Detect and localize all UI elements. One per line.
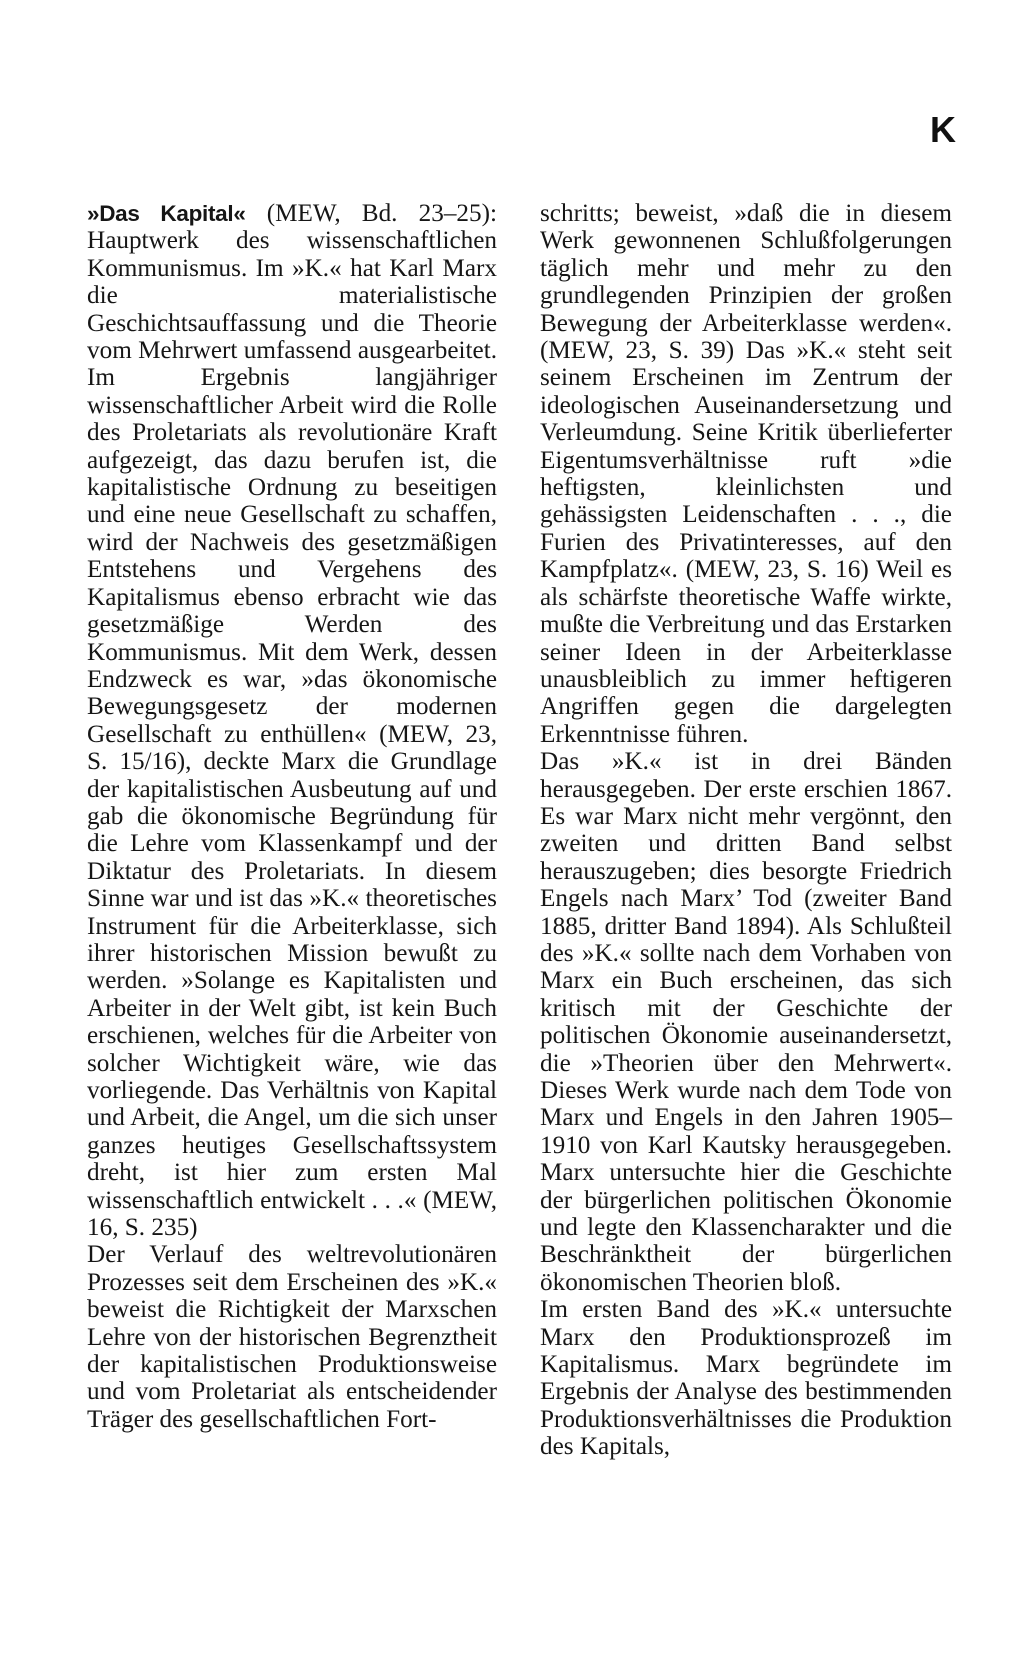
- entry-paragraph-4: Das »K.« ist in drei Bänden herausgegeben. Der erste erschien 1867. Es war Marx nicht mehr vergönnt, den zweiten und dritten Band selbst herauszugeben; dies besorgte Friedrich Engels nach Marx’ Tod (zweiter Band 1885, dritter Band 1894). Als Schlußteil des »K.« sollte nach dem Vorhaben von Marx ein Buch erscheinen, das sich kritisch mit der Geschichte der politischen Ökonomie auseinandersetzt, die »Theorien über den Mehrwert«. Dieses Werk wurde nach dem Tode von Marx und Engels in den Jahren 1905–1910 von Karl Kautsky herausgegeben. Marx untersuchte hier die Geschichte der bürgerlichen politischen Ökonomie und legte den Klassencharakter und die Beschränktheit der bürgerlichen ökonomischen Theorien bloß.: [540, 748, 952, 1296]
- left-column: [87, 200, 497, 1433]
- entry-headword: »Das Kapital«: [87, 201, 246, 226]
- entry-paragraph-5: Im ersten Band des »K.« untersuchte Marx den Produktionsprozeß im Kapitalismus. Marx begründete im Ergebnis der Analyse des bestimmenden Produktionsverhältnisses die Produktion des Kapitals,: [540, 1296, 952, 1461]
- section-letter: K: [930, 109, 956, 150]
- entry-paragraph-1: [87, 200, 497, 1241]
- entry-paragraph-3: schritts; beweist, »daß die in diesem Werk gewonnenen Schlußfolgerungen täglich mehr und mehr zu den grundlegenden Prinzipien der großen Bewegung der Arbeiterklasse werden«. (MEW, 23, S. 39) Das »K.« steht seit seinem Erscheinen im Zentrum der ideologischen Auseinandersetzung und Verleumdung. Seine Kritik überlieferter Eigentumsverhältnisse ruft »die heftigsten, kleinlichsten und gehässigsten Leidenschaften . . ., die Furien des Privatinteresses, auf den Kampfplatz«. (MEW, 23, S. 16) Weil es als schärfste theoretische Waffe wirkte, mußte die Verbreitung und das Erstarken seiner Ideen in der Arbeiterklasse unausbleiblich zu immer heftigeren Angriffen gegen die dargelegten Erkenntnisse führen.: [540, 200, 952, 748]
- entry-paragraph-1-text: (MEW, Bd. 23–25): Hauptwerk des wissenschaftlichen Kommunismus. Im »K.« hat Karl Marx die materialistische Geschichtsauffassung und die Theorie vom Mehrwert umfassend ausgearbeitet. Im Ergebnis langjähriger wissenschaftlicher Arbeit wird die Rolle des Proletariats als revolutionäre Kraft aufgezeigt, das dazu berufen ist, die kapitalistische Ordnung zu beseitigen und eine neue Gesellschaft zu schaffen, wird der Nachweis des gesetzmäßigen Entstehens und Vergehens des Kapitalismus ebenso erbracht wie das gesetzmäßige Werden des Kommunismus. Mit dem Werk, dessen Endzweck es war, »das ökonomische Bewegungsgesetz der modernen Gesellschaft zu enthüllen« (MEW, 23, S. 15/16), deckte Marx die Grundlage der kapitalistischen Ausbeutung auf und gab die ökonomische Begründung für die Lehre vom Klassenkampf und der Diktatur des Proletariats. In diesem Sinne war und ist das »K.« theoretisches Instrument für die Arbeiterklasse, sich ihrer historischen Mission bewußt zu werden. »Solange es Kapitalisten und Arbeiter in der Welt gibt, ist kein Buch erschienen, welches für die Arbeiter von solcher Wichtigkeit wäre, wie das vorliegende. Das Verhältnis von Kapital und Arbeit, die Angel, um die sich unser ganzes heutiges Gesellschaftssystem dreht, ist hier zum ersten Mal wissenschaftlich entwickelt . . .« (MEW, 16, S. 235): [87, 200, 497, 1242]
- entry-paragraph-2: Der Verlauf des weltrevolutionären Prozesses seit dem Erscheinen des »K.« beweist die Richtigkeit der Marxschen Lehre von der historischen Begrenztheit der kapitalistischen Produktionsweise und vom Proletariat als entscheidender Träger des gesellschaftlichen Fort-: [87, 1241, 497, 1433]
- right-column: [540, 200, 952, 1461]
